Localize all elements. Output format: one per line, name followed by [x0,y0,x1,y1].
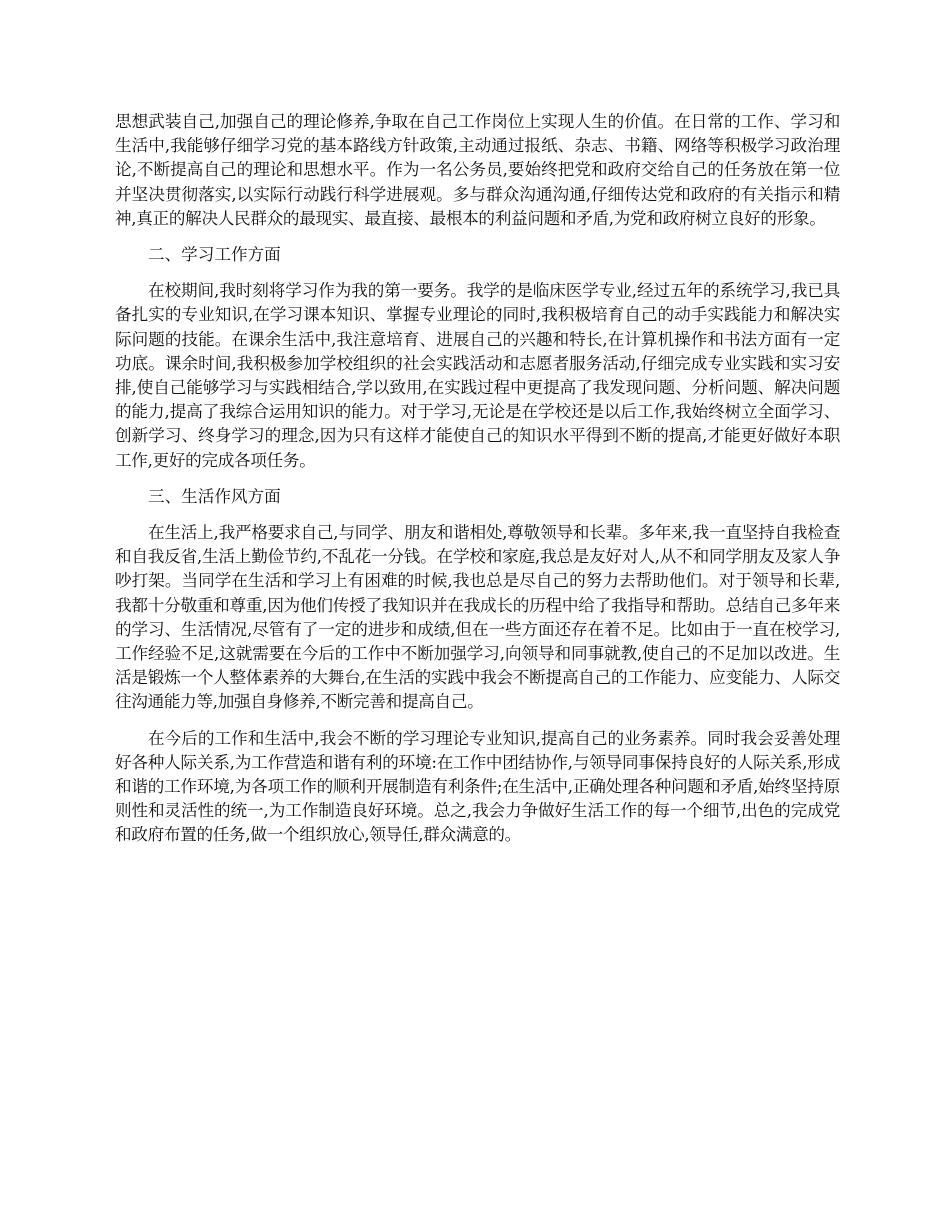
paragraph-gap [115,509,840,521]
paragraph-gap [115,715,840,727]
paragraph-life: 在生活上,我严格要求自己,与同学、朋友和谐相处,尊敬领导和长辈。多年来,我一直坚持自我检查和自我反省,生活上勤俭节约,不乱花一分钱。在学校和家庭,我总是友好对人,从不和同学朋友及家人争吵打架。当同学在生活和学习上有困难的时候,我也总是尽自己的努力去帮助他们。对于领导和长辈,我都十分敬重和尊重,因为他们传授了我知识并在我成长的历程中给了我指导和帮助。总结自己多年来的学习、生活情况,尽管有了一定的进步和成绩,但在一些方面还存在着不足。比如由于一直在校学习,工作经验不足,这就需要在今后的工作中不断加强学习,向领导和同事就教,使自己的不足加以改进。生活是锻炼一个人整体素养的大舞台,在生活的实践中我会不断提高自己的工作能力、应变能力、人际交往沟通能力等,加强自身修养,不断完善和提高自己。 [115,523,840,712]
paragraph-gap [115,267,840,279]
section-heading-study: 二、学习工作方面 [148,245,281,265]
paragraph-gap [115,473,840,485]
paragraph-future: 在今后的工作和生活中,我会不断的学习理论专业知识,提高自己的业务素养。同时我会妥善处理好各种人际关系,为工作营造和谐有利的环境:在工作中团结协作,与领导同事保持良好的人际关系,形成和谐的工作环境,为各项工作的顺利开展制造有利条件;在生活中,正确处理各种问题和矛盾,始终坚持原则性和灵活性的统一,为工作制造良好环境。总之,我会力争做好生活工作的每一个细节,出色的完成党和政府布置的任务,做一个组织放心,领导任,群众满意的。 [115,728,840,845]
section-heading-life: 三、生活作风方面 [148,486,281,506]
paragraph-intro: 思想武装自己,加强自己的理论修养,争取在自己工作岗位上实现人生的价值。在日常的工作、学习和生活中,我能够仔细学习党的基本路线方针政策,主动通过报纸、杂志、书籍、网络等积极学习政治理论,不断提高自己的理论和思想水平。作为一名公务员,要始终把党和政府交给自己的任务放在第一位并坚决贯彻落实,以实际行动践行科学进展观。多与群众沟通沟通,仔细传达党和政府的有关指示和精神,真正的解决人民群众的最现实、最直接、最根本的利益问题和矛盾,为党和政府树立良好的形象。 [115,112,840,228]
paragraph-study: 在校期间,我时刻将学习作为我的第一要务。我学的是临床医学专业,经过五年的系统学习,我已具备扎实的专业知识,在学习课本知识、掌握专业理论的同时,我积极培育自己的动手实践能力和解决实际问题的技能。在课余生活中,我注意培育、进展自己的兴趣和特长,在计算机操作和书法方面有一定功底。课余时间,我积极参加学校组织的社会实践活动和志愿者服务活动,仔细完成专业实践和实习安排,使自己能够学习与实践相结合,学以致用,在实践过程中更提高了我发现问题、分析问题、解决问题的能力,提高了我综合运用知识的能力。对于学习,无论是在学校还是以后工作,我始终树立全面学习、创新学习、终身学习的理念,因为只有这样才能使自己的知识水平得到不断的提高,才能更好做好本职工作,更好的完成各项任务。 [115,281,840,470]
document-page [115,110,840,848]
paragraph-gap [115,231,840,243]
